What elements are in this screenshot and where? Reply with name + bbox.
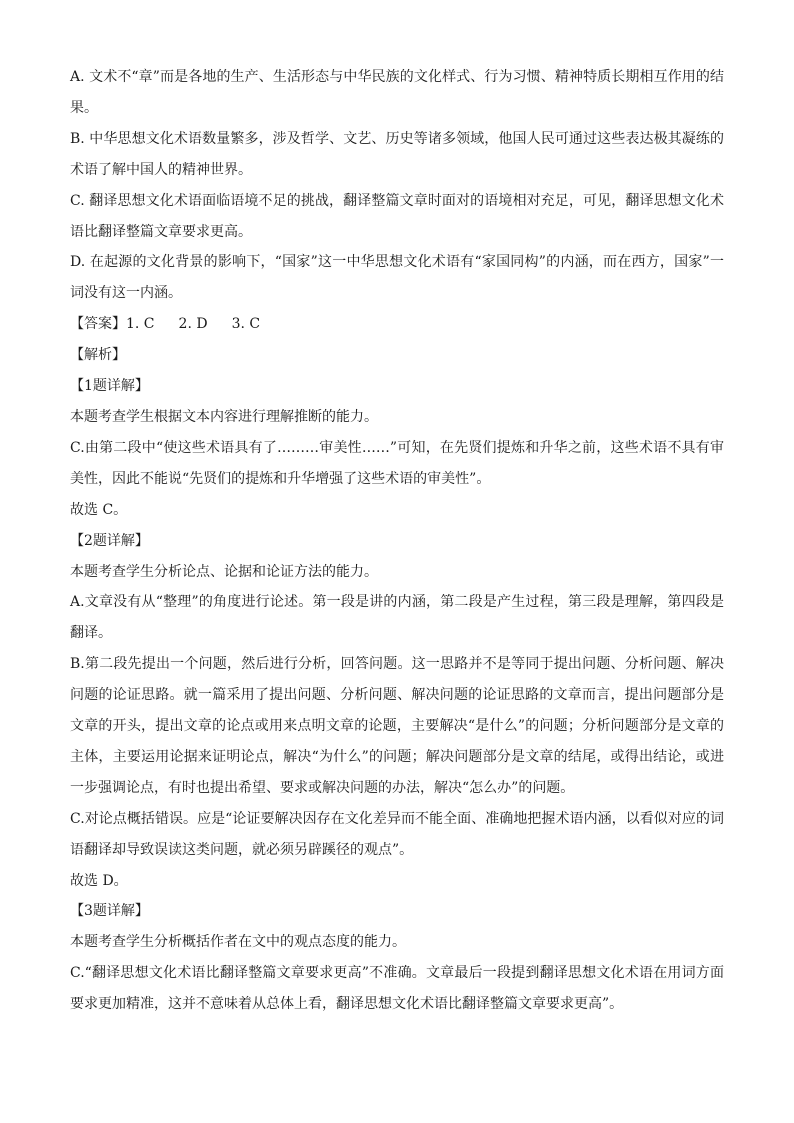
q1-header: 【1题详解】 (70, 378, 149, 395)
q1-line: 本题考查学生根据文本内容进行理解推断的能力。 (70, 408, 378, 425)
answer-item-1: 1. C (126, 316, 155, 333)
option-c: C. 翻译思想文化术语面临语境不足的挑战，翻译整篇文章时面对的语境相对充足，可见，翻译思想文化术语比翻译整篇文章要求更高。 (70, 192, 724, 240)
analysis-label: 【解析】 (70, 347, 126, 364)
q2-line: 故选 D。 (70, 872, 128, 889)
option-d: D. 在起源的文化背景的影响下，“国家”这一中华思想文化术语有“家国同构”的内涵，而在西方，国家”一词没有这一内涵。 (70, 254, 724, 302)
q1-line: C.由第二段中“使这些术语具有了………审美性……”可知，在先贤们提炼和升华之前，这些术语不具有审美性，因此不能说“先贤们的提炼和升华增强了这些术语的审美性”。 (70, 439, 724, 487)
option-a: A. 文术不“章”而是各地的生产、生活形态与中华民族的文化样式、行为习惯、精神特质长期相互作用的结果。 (70, 69, 724, 116)
answer-item-3: 3. C (231, 316, 261, 333)
q2-line: C.对论点概括错误。应是“论证要解决因存在文化差异而不能全面、准确地把握术语内涵，以看似对应的词语翻译却导致误读这类问题，就必须另辟蹊径的观点”。 (70, 810, 724, 858)
q2-line: 本题考查学生分析论点、论据和论证方法的能力。 (70, 563, 378, 580)
q3-line: C.“翻译思想文化术语比翻译整篇文章要求更高”不准确。文章最后一段提到翻译思想文化术语在用词方面要求更加精准，这并不意味着从总体上看，翻译思想文化术语比翻译整篇文章要求更高”。 (70, 965, 724, 1013)
answer-label: 【答案】 (70, 316, 126, 333)
q2-line: B.第二段先提出一个问题，然后进行分析，回答问题。这一思路并不是等同于提出问题、分析问题、解决问题的论证思路。就一篇采用了提出问题、分析问题、解决问题的论证思路的文章而言，提出问题部分是文章的开头，提出文章的论点或用来点明文章的论题，主要解决“是什么”的问题；分析问题部分是文章的主体，主要运用论据来证明论点，解决“为什么”的问题；解决问题部分是文章的结尾，或得出结论，或进一步强调论点，有时也提出希望、要求或解决问题的办法，解决“怎么办”的问题。 (70, 656, 724, 796)
q1-line: 故选 C。 (70, 501, 128, 518)
q3-line: 本题考查学生分析概括作者在文中的观点态度的能力。 (70, 934, 406, 951)
answer-line (70, 309, 724, 340)
document-page (70, 62, 724, 1020)
option-b: B. 中华思想文化术语数量繁多，涉及哲学、文艺、历史等诸多领域，他国人民可通过这些表达极其凝练的术语了解中国人的精神世界。 (70, 130, 724, 178)
q2-header: 【2题详解】 (70, 532, 149, 549)
q3-header: 【3题详解】 (70, 903, 149, 920)
q2-line: A.文章没有从“整理”的角度进行论述。第一段是讲的内涵，第二段是产生过程，第三段是理解，第四段是 翻译。 (70, 594, 724, 642)
answer-item-2: 2. D (178, 316, 208, 333)
